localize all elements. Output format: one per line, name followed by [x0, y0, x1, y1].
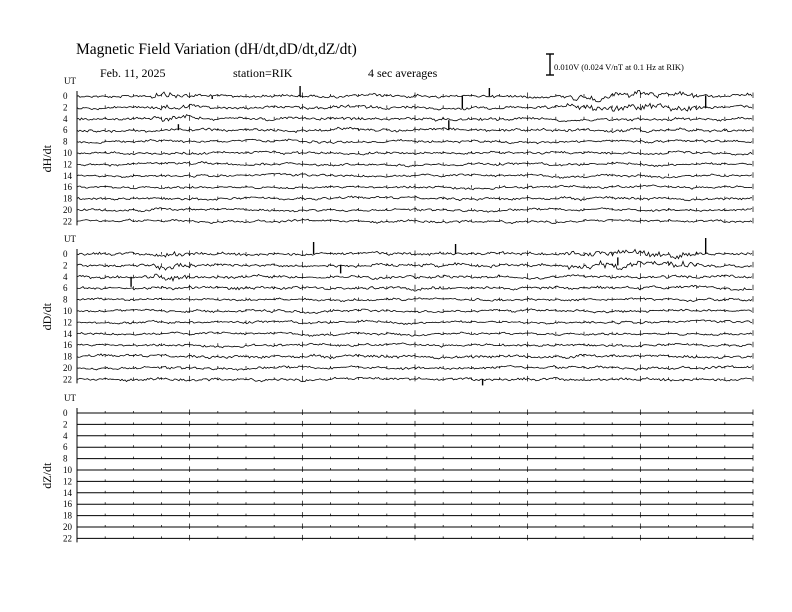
- trace-line: [77, 343, 752, 348]
- hour-tick-label: 12: [63, 317, 72, 328]
- trace-line: [77, 377, 752, 381]
- trace-line: [77, 219, 752, 224]
- hour-tick-label: 18: [63, 193, 72, 204]
- trace-line: [77, 104, 752, 112]
- hour-tick-label: 6: [63, 125, 68, 136]
- hour-tick-label: 16: [63, 499, 72, 510]
- panels: [40, 76, 753, 543]
- trace-line: [77, 298, 752, 302]
- trace-line: [77, 139, 752, 144]
- hour-tick-label: 6: [63, 283, 68, 294]
- trace-line: [77, 261, 752, 270]
- trace-line: [77, 115, 752, 122]
- panel-dd-dt: [40, 234, 753, 385]
- trace-line: [77, 250, 752, 259]
- panel-dz-dt: [40, 393, 753, 543]
- trace-line: [77, 208, 752, 213]
- trace-line: [77, 332, 752, 336]
- trace-line: [77, 185, 752, 190]
- ut-label: UT: [64, 76, 76, 86]
- hour-tick-label: 14: [63, 170, 72, 181]
- hour-tick-label: 22: [63, 216, 72, 227]
- hour-tick-label: 6: [63, 442, 68, 453]
- date-label: Feb. 11, 2025: [100, 66, 166, 80]
- hour-tick-label: 4: [63, 113, 68, 124]
- hour-tick-label: 8: [63, 294, 68, 305]
- station-label: station=RIK: [233, 66, 293, 80]
- trace-line: [77, 354, 752, 359]
- ut-label: UT: [64, 234, 76, 244]
- hour-tick-label: 2: [63, 260, 68, 271]
- trace-line: [77, 274, 752, 281]
- hour-tick-label: 14: [63, 328, 72, 339]
- panel-dh-dt: [40, 76, 753, 226]
- trace-line: [77, 309, 752, 314]
- hour-tick-label: 2: [63, 419, 68, 430]
- panel-ylabel: dH/dt: [40, 145, 54, 173]
- trace-line: [77, 196, 752, 201]
- trace-line: [77, 285, 752, 291]
- hour-tick-label: 10: [63, 306, 72, 316]
- hour-tick-label: 0: [63, 249, 68, 259]
- hour-tick-label: 16: [63, 340, 72, 351]
- hour-tick-label: 0: [63, 91, 68, 101]
- hour-tick-label: 18: [63, 351, 72, 362]
- hour-tick-label: 20: [63, 363, 72, 373]
- hour-tick-label: 14: [63, 487, 72, 498]
- trace-line: [77, 162, 752, 167]
- hour-tick-label: 18: [63, 510, 72, 521]
- hour-tick-label: 8: [63, 453, 68, 464]
- hour-tick-label: 12: [63, 476, 72, 487]
- trace-line: [77, 151, 752, 155]
- trace-line: [77, 320, 752, 325]
- trace-line: [77, 173, 752, 178]
- hour-tick-label: 12: [63, 159, 72, 170]
- hour-tick-label: 10: [63, 148, 72, 158]
- hour-tick-label: 0: [63, 408, 68, 418]
- ut-label: UT: [64, 393, 76, 403]
- scale-bar-icon: [546, 54, 554, 75]
- trace-line: [77, 366, 752, 371]
- hour-tick-label: 20: [63, 205, 72, 215]
- trace-line: [77, 90, 752, 101]
- scale-label: 0.010V (0.024 V/nT at 0.1 Hz at RIK): [554, 62, 684, 72]
- panel-ylabel: dZ/dt: [40, 462, 54, 489]
- hour-tick-label: 22: [63, 374, 72, 385]
- hour-tick-label: 16: [63, 182, 72, 193]
- hour-tick-label: 2: [63, 102, 68, 113]
- chart-title: Magnetic Field Variation (dH/dt,dD/dt,dZ/dt): [76, 41, 357, 58]
- hour-tick-label: 4: [63, 271, 68, 282]
- hour-tick-label: 4: [63, 430, 68, 441]
- hour-tick-label: 10: [63, 465, 72, 475]
- hour-tick-label: 20: [63, 522, 72, 532]
- hour-tick-label: 22: [63, 533, 72, 544]
- averaging-label: 4 sec averages: [368, 66, 438, 80]
- panel-ylabel: dD/dt: [40, 303, 54, 331]
- hour-tick-label: 8: [63, 136, 68, 147]
